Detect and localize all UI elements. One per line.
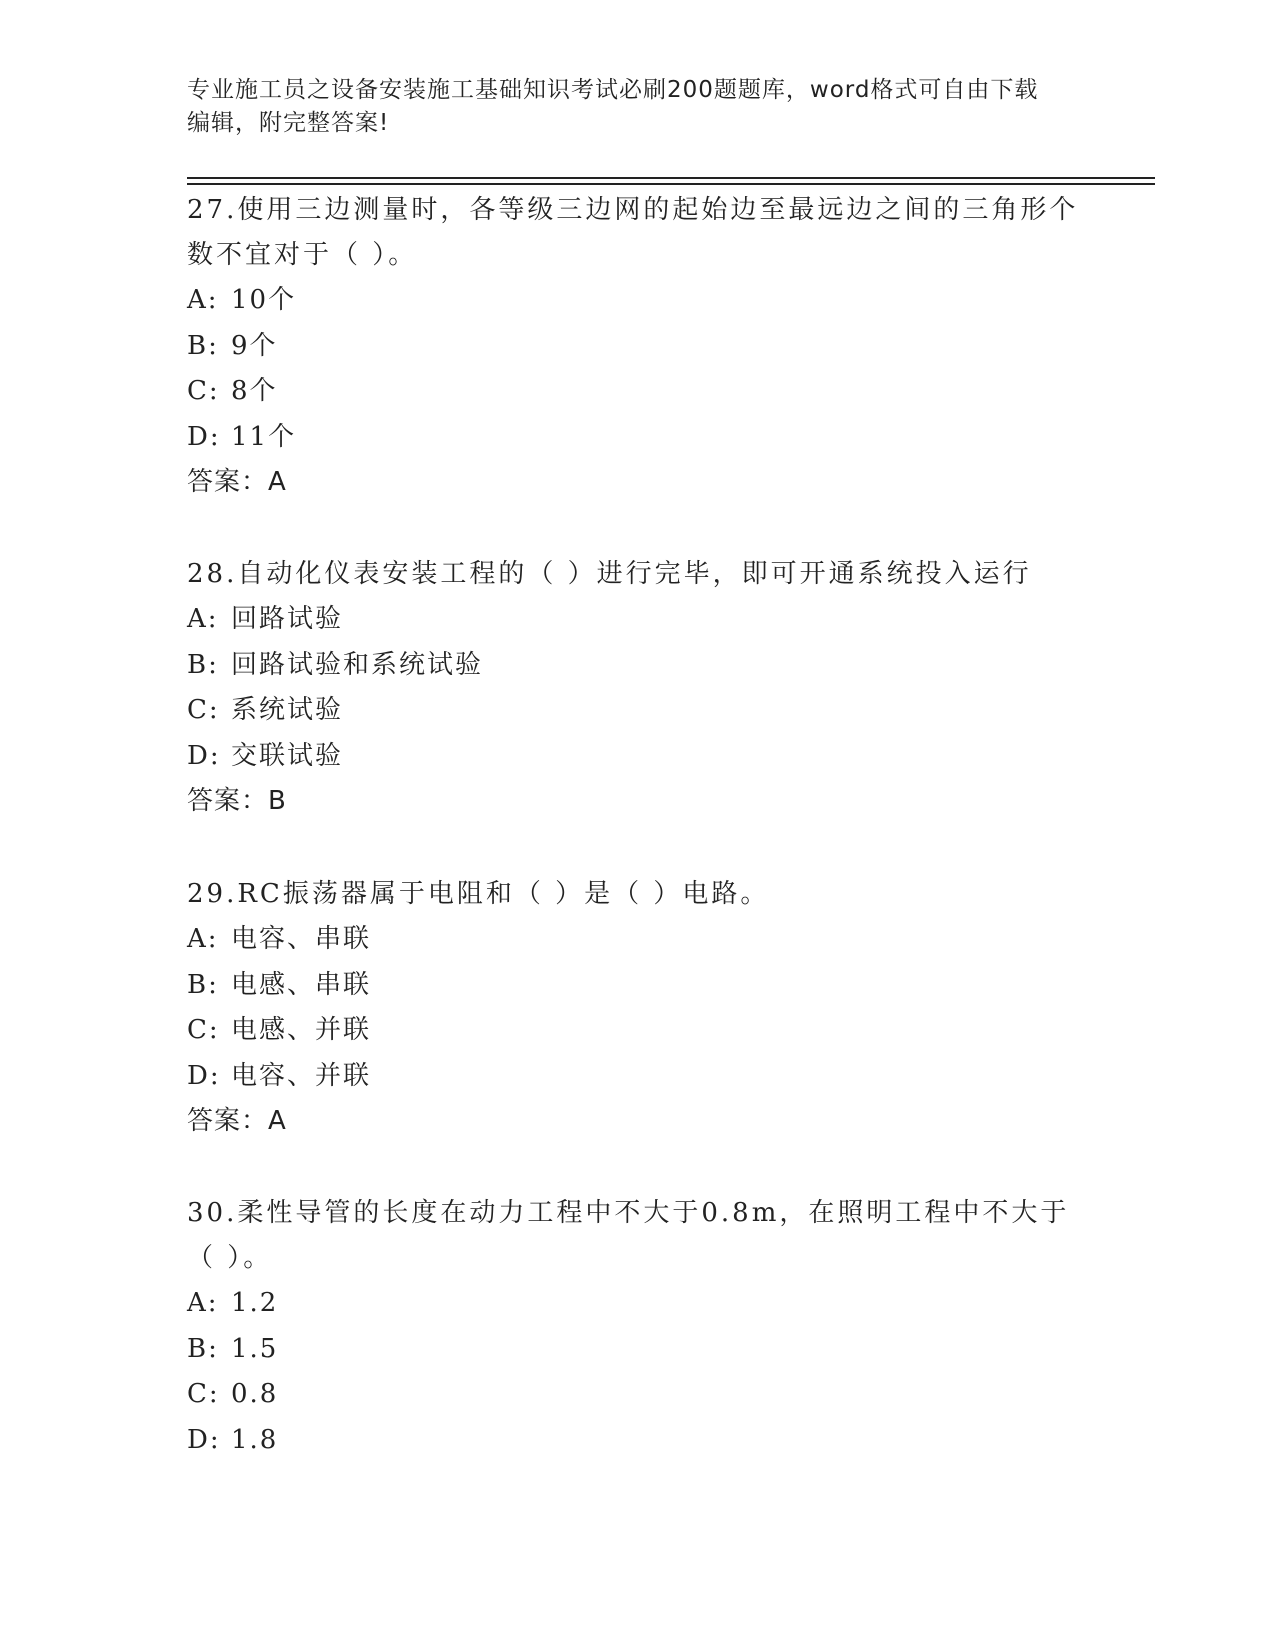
option-c xyxy=(187,369,1087,415)
option-text: 电感、串联 xyxy=(231,969,372,1000)
option-text: 0.8 xyxy=(231,1379,279,1409)
option-text: 交联试验 xyxy=(231,740,344,771)
answer-line: 答案：A xyxy=(187,467,287,497)
option-letter: C: xyxy=(187,1379,220,1409)
option-letter: C: xyxy=(187,376,220,406)
option-b xyxy=(187,643,1087,689)
option-text: 8个 xyxy=(231,376,278,406)
answer-line: 答案：B xyxy=(187,786,287,816)
option-d xyxy=(187,1418,1087,1464)
option-letter: A: xyxy=(187,604,219,634)
option-letter: B: xyxy=(187,1333,219,1364)
option-a xyxy=(187,278,1087,324)
option-b xyxy=(187,324,1087,370)
option-d xyxy=(187,734,1087,780)
option-a xyxy=(187,1281,1087,1327)
header-title-line-2: 编辑，附完整答案! xyxy=(187,110,390,136)
question-text: 28.自动化仪表安装工程的（ ）进行完毕，即可开通系统投入运行 xyxy=(187,559,1032,589)
option-letter: C: xyxy=(187,695,220,725)
option-text: 系统试验 xyxy=(231,695,344,725)
option-b xyxy=(187,963,1087,1009)
option-text: 回路试验 xyxy=(231,604,344,634)
option-letter: D: xyxy=(187,740,221,771)
option-text: 9个 xyxy=(231,330,278,361)
option-letter: D: xyxy=(187,421,221,452)
option-text: 回路试验和系统试验 xyxy=(231,649,484,680)
option-c xyxy=(187,688,1087,734)
option-c xyxy=(187,1008,1087,1054)
option-letter: A: xyxy=(187,285,219,315)
header-divider-bottom xyxy=(187,183,1155,185)
question-29 xyxy=(187,872,1087,1144)
question-text: 29.RC振荡器属于电阻和（ ）是（ ）电路。 xyxy=(187,879,770,909)
option-c xyxy=(187,1372,1087,1418)
option-text: 1.2 xyxy=(231,1288,279,1318)
option-letter: D: xyxy=(187,1424,221,1455)
answer-line: 答案：A xyxy=(187,1106,287,1136)
option-a xyxy=(187,597,1087,643)
option-letter: B: xyxy=(187,330,219,361)
option-letter: C: xyxy=(187,1015,220,1045)
header-title-line-1: 专业施工员之设备安装施工基础知识考试必刷200题题库，word格式可自由下载 xyxy=(187,77,1039,103)
option-text: 11个 xyxy=(231,421,297,452)
option-text: 电感、并联 xyxy=(231,1015,372,1045)
option-text: 电容、串联 xyxy=(231,924,372,954)
option-letter: D: xyxy=(187,1060,221,1091)
option-letter: A: xyxy=(187,924,219,954)
option-d xyxy=(187,415,1087,461)
question-text: 30.柔性导管的长度在动力工程中不大于0.8m，在照明工程中不大于（ ）。 xyxy=(187,1198,1070,1273)
option-a xyxy=(187,917,1087,963)
option-letter: A: xyxy=(187,1288,219,1318)
question-28 xyxy=(187,552,1087,824)
option-text: 1.8 xyxy=(231,1424,279,1455)
option-letter: B: xyxy=(187,649,219,680)
option-text: 1.5 xyxy=(231,1333,279,1364)
option-letter: B: xyxy=(187,969,219,1000)
question-30 xyxy=(187,1191,1087,1463)
option-text: 10个 xyxy=(231,285,297,315)
option-d xyxy=(187,1054,1087,1100)
option-text: 电容、并联 xyxy=(231,1060,372,1091)
document-header xyxy=(187,74,1087,140)
option-b xyxy=(187,1327,1087,1373)
question-text: 27.使用三边测量时，各等级三边网的起始边至最远边之间的三角形个数不宜对于（ ）。 xyxy=(187,195,1079,270)
question-27 xyxy=(187,188,1087,505)
header-divider-top xyxy=(187,177,1155,179)
